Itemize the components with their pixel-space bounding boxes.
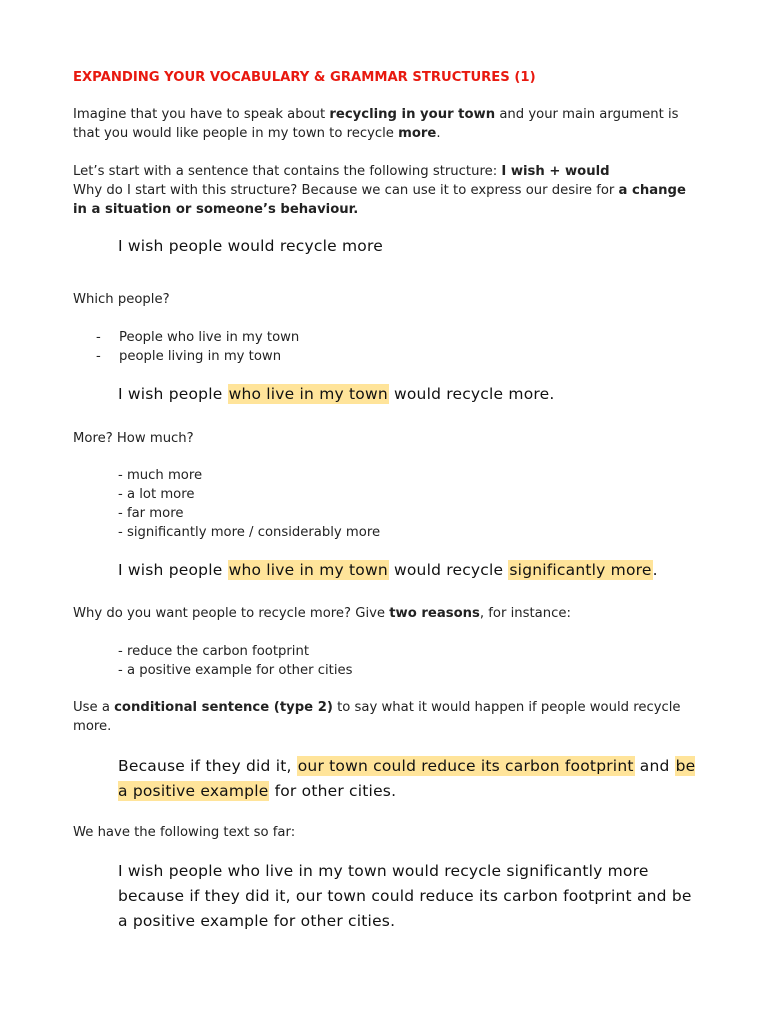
so-far-label: We have the following text so far: — [73, 825, 296, 840]
list-item: - a lot more — [118, 487, 195, 502]
list-item: - People who live in my town — [73, 328, 703, 347]
intro-paragraph: Imagine that you have to speak about recycling in your town and your main argument is that you would like people in my town to recycle more. — [73, 107, 679, 141]
structure-line-2: Why do I start with this structure? Because we can use it to express our desire for a change in a situation or someone’s behaviour. — [73, 183, 686, 217]
highlight: significantly more — [509, 561, 652, 579]
list-item: - significantly more / considerably more — [118, 525, 381, 540]
list-item: - a positive example for other cities — [118, 663, 353, 678]
example-sentence-4: Because if they did it, our town could reduce its carbon footprint and be a positive example for other cities. — [118, 757, 696, 800]
example-sentence-3: I wish people who live in my town would recycle significantly more. — [118, 561, 658, 579]
reasons-list — [118, 642, 703, 680]
list-item: - far more — [118, 506, 184, 521]
list-item: - reduce the carbon footprint — [118, 644, 309, 659]
list-item: - people living in my town — [73, 347, 703, 366]
why-paragraph: Why do you want people to recycle more? Give two reasons, for instance: — [73, 606, 571, 621]
highlight: be a positive example — [118, 757, 696, 800]
highlight: who live in my town — [228, 385, 388, 403]
structure-paragraph — [73, 162, 703, 219]
list-item: - much more — [118, 468, 203, 483]
document-title: EXPANDING YOUR VOCABULARY & GRAMMAR STRUCTURES (1) — [73, 70, 536, 85]
example-sentence-1: I wish people would recycle more — [118, 237, 383, 255]
which-people-list — [73, 328, 703, 366]
question-which-people: Which people? — [73, 292, 170, 307]
conditional-paragraph: Use a conditional sentence (type 2) to say what it would happen if people would recycle more. — [73, 700, 681, 734]
final-text: I wish people who live in my town would recycle significantly more because if they did it, our town could reduce its carbon footprint and be a positive example for other cities. — [118, 862, 692, 930]
highlight: our town could reduce its carbon footprint — [297, 757, 634, 775]
structure-line-1: Let’s start with a sentence that contains the following structure: I wish + would — [73, 164, 610, 179]
question-how-much: More? How much? — [73, 431, 194, 446]
how-much-list — [118, 466, 703, 542]
example-sentence-2: I wish people who live in my town would recycle more. — [118, 385, 555, 403]
highlight: who live in my town — [228, 561, 388, 579]
